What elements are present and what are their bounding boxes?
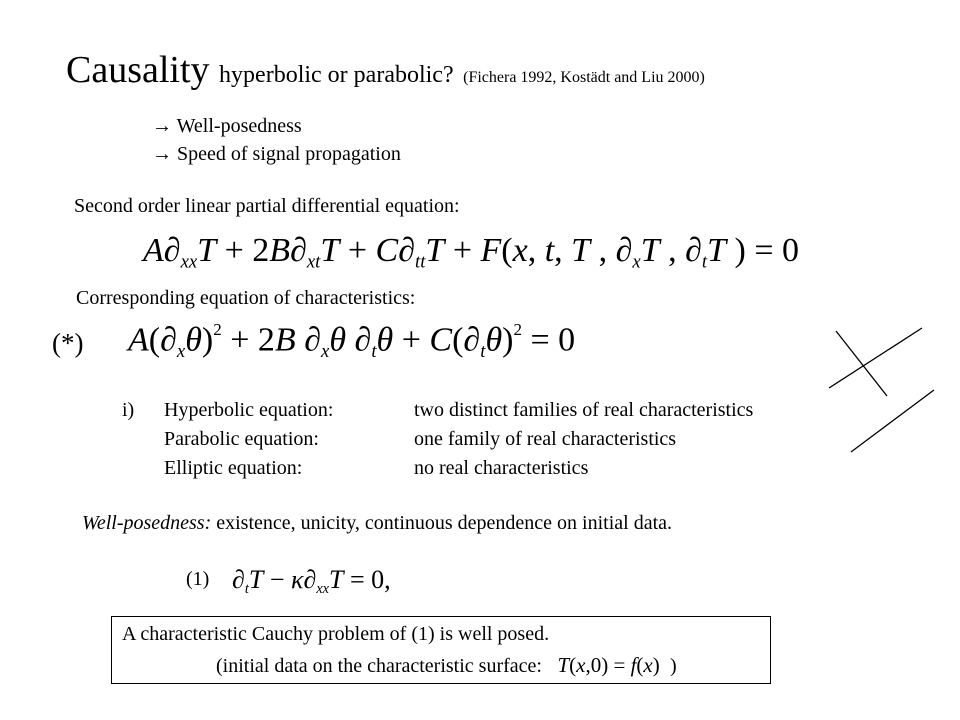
equation-type: Parabolic equation: [164,428,319,450]
characteristics-intro: Corresponding equation of characteristics: [76,287,416,309]
equation-type: Elliptic equation: [164,457,303,479]
characteristics-equation: $A(\partial_x\theta)^2 + 2B$ $\partial_x\theta$ $\partial_t\theta + C(\partial_t\theta)^2 = 0$ [128,320,576,362]
box-note-prefix: (initial data on the characteristic surface: [216,655,542,677]
equation-type: Hyperbolic equation: [164,399,334,421]
characteristic-line [851,390,934,452]
pde-equation: $A\partial_{xx}T + 2B\partial_{xt}T + C\partial_{tt}T + F(x$, t, T , $\partial_xT$ , $\partial_tT$ ) = 0 [143,232,800,273]
list-marker: i) [122,399,135,421]
arrow-icon: → [152,143,172,165]
initial-condition: T(x,0) = f(x) [557,653,665,677]
equation-star-label: (*) [52,328,84,358]
title-subtitle: hyperbolic or parabolic? [219,62,454,88]
equation-type-description: no real characteristics [414,457,589,479]
implication-text: Speed of signal propagation [177,143,401,165]
characteristic-line [836,331,887,396]
equation-type-description: one family of real characteristics [414,428,677,450]
heat-equation: $\partial_tT - \kappa\partial_{xx}T = 0$, [232,565,391,597]
title-main: Causality [66,49,210,91]
box-statement: A characteristic Cauchy problem of (1) is well posed. [122,623,550,645]
implication-text: Well-posedness [176,115,302,137]
well-posedness-text: existence, unicity, continuous dependence on initial data. [216,512,673,534]
well-posedness-term: Well-posedness: [82,512,212,534]
equation-1-label: (1) [186,568,210,590]
pde-intro: Second order linear partial differential equation: [74,195,460,217]
arrow-icon: → [152,115,172,137]
equation-type-description: two distinct families of real characteristics [414,399,754,421]
title-reference: (Fichera 1992, Kostädt and Liu 2000) [463,69,705,86]
box-note-suffix: ) [669,655,677,677]
characteristic-line [829,328,922,388]
